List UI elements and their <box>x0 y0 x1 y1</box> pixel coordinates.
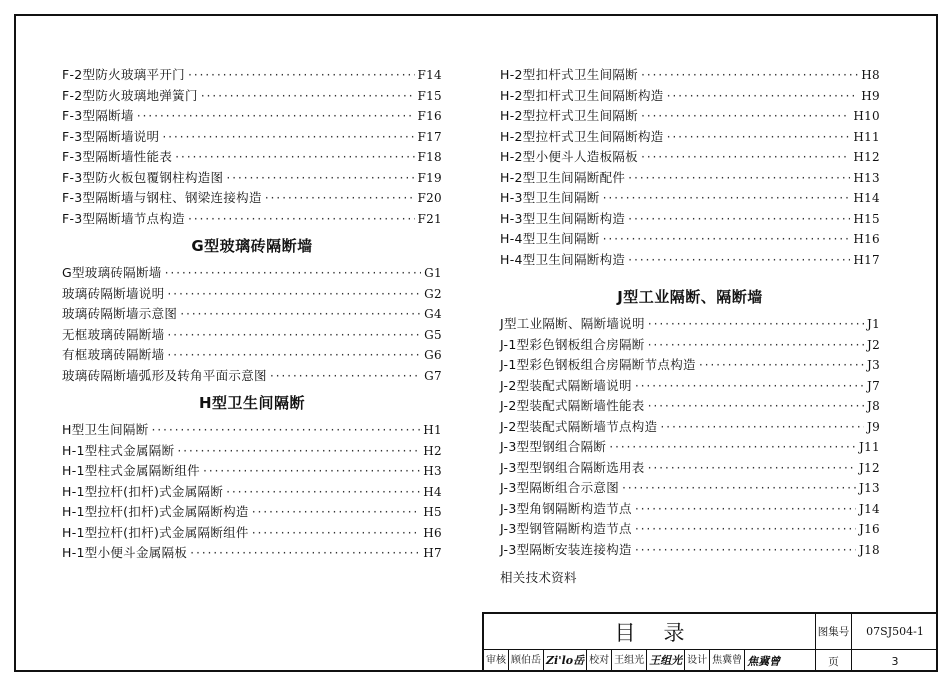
toc-entry <box>62 543 442 564</box>
toc-entry-page: J8 <box>866 399 880 413</box>
toc-entry-title: J-3型型钢组合隔断选用表 <box>500 459 645 475</box>
toc-entry-title: H-2型拉杆式卫生间隔断 <box>500 108 638 123</box>
toc-entry-title: F-2型防火玻璃地弹簧门 <box>62 87 198 103</box>
toc-entry-page: J1 <box>866 317 880 331</box>
toc-entry-title: J-2型装配式隔断墙说明 <box>500 377 632 393</box>
toc-entry <box>500 188 880 209</box>
toc-entry-title: H-3型卫生间隔断构造 <box>500 210 626 226</box>
toc-entry <box>62 345 442 366</box>
review-name: 顾伯岳 <box>509 650 544 672</box>
page-number: 3 <box>891 654 899 668</box>
toc-entry-title: H-4型卫生间隔断构造 <box>500 251 626 267</box>
toc-entry <box>500 396 880 417</box>
toc-entry <box>500 229 880 250</box>
toc-list-j <box>500 314 880 560</box>
atlas-number: 07SJ504-1 <box>852 614 938 650</box>
toc-leader-dots <box>635 542 856 557</box>
toc-entry-title: J-3型隔断安装连接构造 <box>500 541 632 557</box>
toc-entry-page: H8 <box>861 68 880 82</box>
toc-list-h2 <box>500 65 880 270</box>
toc-entry-page: J12 <box>859 460 880 475</box>
toc-entry-title: H-1型柱式金属隔断 <box>62 442 175 458</box>
toc-entry-page: H10 <box>853 109 880 123</box>
toc-leader-dots <box>226 484 420 499</box>
toc-entry <box>500 65 880 86</box>
toc-leader-dots <box>622 480 856 495</box>
toc-entry-title: H-2型拉杆式卫生间隔断构造 <box>500 128 664 144</box>
toc-leader-dots <box>137 108 415 123</box>
related-materials: 相关技术资料 <box>500 570 577 585</box>
toc-leader-dots <box>699 357 864 372</box>
toc-entry <box>62 304 442 325</box>
toc-entry <box>62 441 442 462</box>
toc-entry-title: H-1型小便斗金属隔板 <box>62 545 188 560</box>
toc-entry-page: H14 <box>853 191 880 205</box>
atlas-number-label: 图集号 <box>816 614 852 650</box>
toc-leader-dots <box>165 265 422 280</box>
toc-entry-title: H-1型拉杆(扣杆)式金属隔断 <box>62 483 224 499</box>
toc-entry <box>500 519 880 540</box>
toc-leader-dots <box>603 231 851 246</box>
toc-entry-page: F17 <box>417 129 442 144</box>
toc-leader-dots <box>167 347 421 362</box>
toc-entry-page: G7 <box>424 368 442 383</box>
toc-entry-page: G1 <box>424 266 442 280</box>
toc-leader-dots <box>252 504 421 519</box>
toc-list-h <box>62 420 442 564</box>
title-block <box>482 612 938 672</box>
toc-left-column <box>62 65 442 564</box>
toc-entry <box>62 482 442 503</box>
toc-entry-title: H-1型拉杆(扣杆)式金属隔断组件 <box>62 524 249 540</box>
check-name: 王组光 <box>612 650 647 672</box>
toc-entry <box>62 168 442 189</box>
toc-entry-page: G5 <box>424 327 442 342</box>
toc-entry <box>500 147 880 168</box>
toc-entry-title: H型卫生间隔断 <box>62 422 149 437</box>
toc-leader-dots <box>648 460 856 475</box>
toc-entry-page: H13 <box>853 170 880 185</box>
toc-entry <box>62 420 442 441</box>
toc-entry-page: J3 <box>866 358 880 372</box>
toc-leader-dots <box>226 170 414 185</box>
toc-entry <box>500 209 880 230</box>
toc-entry-page: H3 <box>423 464 442 478</box>
toc-entry <box>500 540 880 561</box>
toc-entry-title: F-3型隔断墙节点构造 <box>62 210 185 226</box>
toc-entry <box>62 106 442 127</box>
toc-entry-page: F21 <box>417 211 442 226</box>
toc-entry-title: H-2型扣杆式卫生间隔断 <box>500 67 638 82</box>
toc-entry <box>62 147 442 168</box>
toc-entry-page: H16 <box>853 232 880 246</box>
toc-entry-title: G型玻璃砖隔断墙 <box>62 265 162 280</box>
toc-leader-dots <box>628 170 850 185</box>
toc-entry-title: 玻璃砖隔断墙弧形及转角平面示意图 <box>62 367 267 383</box>
toc-entry <box>62 188 442 209</box>
toc-leader-dots <box>660 419 864 434</box>
toc-entry <box>62 263 442 284</box>
check-signature: 王组光 <box>647 650 685 672</box>
toc-entry-title: J-3型角钢隔断构造节点 <box>500 500 632 516</box>
toc-entry <box>500 437 880 458</box>
check-label: 校对 <box>587 650 612 672</box>
toc-leader-dots <box>628 252 850 267</box>
toc-entry-page: H11 <box>853 129 880 144</box>
toc-leader-dots <box>270 368 421 383</box>
toc-entry-page: J2 <box>866 337 880 352</box>
toc-entry-title: H-2型扣杆式卫生间隔断构造 <box>500 87 664 103</box>
toc-leader-dots <box>188 211 415 226</box>
toc-list-g <box>62 263 442 386</box>
toc-leader-dots <box>190 545 420 560</box>
toc-entry-title: J-3型隔断组合示意图 <box>500 480 620 495</box>
toc-entry <box>62 523 442 544</box>
toc-entry <box>500 355 880 376</box>
toc-leader-dots <box>628 211 850 226</box>
toc-entry-page: F14 <box>417 68 442 82</box>
toc-entry-title: H-2型卫生间隔断配件 <box>500 169 626 185</box>
toc-entry-page: G4 <box>424 307 442 321</box>
toc-leader-dots <box>175 149 414 164</box>
toc-entry-page: H1 <box>423 423 442 437</box>
toc-leader-dots <box>177 443 420 458</box>
toc-entry <box>500 314 880 335</box>
toc-leader-dots <box>641 149 850 164</box>
toc-entry-page: J14 <box>859 501 880 516</box>
toc-leader-dots <box>641 108 850 123</box>
toc-entry <box>62 209 442 230</box>
toc-entry-title: F-3型隔断墙 <box>62 108 134 123</box>
toc-leader-dots <box>203 463 420 478</box>
toc-entry-title: J型工业隔断、隔断墙说明 <box>500 316 645 331</box>
toc-entry <box>500 376 880 397</box>
signature-row <box>484 650 816 672</box>
toc-right-column <box>500 65 880 586</box>
toc-leader-dots <box>667 88 859 103</box>
toc-leader-dots <box>667 129 851 144</box>
toc-list-f <box>62 65 442 229</box>
toc-entry-title: H-1型拉杆(扣杆)式金属隔断构造 <box>62 504 249 519</box>
toc-leader-dots <box>167 327 421 342</box>
toc-leader-dots <box>162 129 414 144</box>
toc-entry-title: F-3型隔断墙与钢柱、钢梁连接构造 <box>62 190 262 205</box>
page-label: 页 <box>816 650 852 672</box>
toc-entry-page: J18 <box>859 542 880 557</box>
toc-entry <box>62 366 442 387</box>
toc-entry <box>500 335 880 356</box>
toc-entry <box>500 86 880 107</box>
section-heading-h: H型卫生间隔断 <box>198 394 306 412</box>
section-heading-j: J型工业隔断、隔断墙 <box>617 288 763 306</box>
toc-entry-page: F16 <box>417 109 442 123</box>
toc-entry <box>500 106 880 127</box>
toc-leader-dots <box>648 337 864 352</box>
toc-entry-page: J7 <box>866 378 880 393</box>
toc-entry-title: H-2型小便斗人造板隔板 <box>500 149 638 164</box>
toc-entry-page: J16 <box>859 522 880 536</box>
toc-entry-page: H4 <box>423 484 442 499</box>
review-label: 审核 <box>484 650 509 672</box>
toc-leader-dots <box>635 521 856 536</box>
toc-entry-page: G2 <box>424 286 442 301</box>
toc-entry-page: H15 <box>853 211 880 226</box>
toc-leader-dots <box>188 67 415 82</box>
toc-entry <box>500 127 880 148</box>
toc-entry-title: 玻璃砖隔断墙示意图 <box>62 306 178 321</box>
toc-entry-title: J-2型装配式隔断墙节点构造 <box>500 418 658 434</box>
toc-entry-title: 无框玻璃砖隔断墙 <box>62 326 165 342</box>
toc-leader-dots <box>648 398 864 413</box>
toc-leader-dots <box>635 501 856 516</box>
toc-entry-page: H9 <box>861 88 880 103</box>
toc-entry-title: 玻璃砖隔断墙说明 <box>62 285 165 301</box>
toc-entry <box>62 65 442 86</box>
toc-entry-title: F-2型防火玻璃平开门 <box>62 67 185 82</box>
toc-entry-page: F20 <box>417 191 442 205</box>
title-block-title: 目录 <box>484 614 816 650</box>
toc-entry-page: H6 <box>423 525 442 540</box>
toc-entry <box>500 250 880 271</box>
toc-entry-title: H-4型卫生间隔断 <box>500 231 600 246</box>
toc-entry-page: J13 <box>859 481 880 495</box>
toc-entry-title: J-3型钢管隔断构造节点 <box>500 521 632 536</box>
toc-leader-dots <box>603 190 851 205</box>
design-signature: 焦冀曾 <box>747 655 781 668</box>
toc-leader-dots <box>167 286 421 301</box>
toc-entry <box>500 168 880 189</box>
toc-entry <box>62 86 442 107</box>
toc-entry <box>62 461 442 482</box>
toc-leader-dots <box>152 422 421 437</box>
toc-entry-page: H17 <box>853 252 880 267</box>
toc-leader-dots <box>180 306 421 321</box>
toc-entry-page: F15 <box>417 88 442 103</box>
toc-entry-title: H-1型柱式金属隔断组件 <box>62 463 200 478</box>
design-name: 焦冀曾 <box>710 650 745 672</box>
toc-leader-dots <box>648 316 864 331</box>
toc-leader-dots <box>609 439 856 454</box>
toc-entry <box>62 325 442 346</box>
toc-leader-dots <box>635 378 864 393</box>
toc-entry-title: J-2型装配式隔断墙性能表 <box>500 398 645 413</box>
toc-leader-dots <box>265 190 415 205</box>
toc-entry-page: H5 <box>423 505 442 519</box>
toc-entry-title: F-3型防火板包覆钢柱构造图 <box>62 169 224 185</box>
toc-entry <box>62 127 442 148</box>
toc-entry <box>500 478 880 499</box>
toc-entry-page: H2 <box>423 443 442 458</box>
design-label: 设计 <box>685 650 710 672</box>
toc-entry-page: J11 <box>859 440 880 454</box>
toc-entry-page: F18 <box>417 150 442 164</box>
toc-entry-page: J9 <box>866 419 880 434</box>
review-signature: Zi'lo岳 <box>544 650 587 672</box>
section-heading-g: G型玻璃砖隔断墙 <box>191 237 313 255</box>
toc-entry-page: F19 <box>417 170 442 185</box>
toc-leader-dots <box>252 525 421 540</box>
toc-leader-dots <box>641 67 858 82</box>
toc-entry-title: H-3型卫生间隔断 <box>500 190 600 205</box>
toc-entry-title: F-3型隔断墙说明 <box>62 128 160 144</box>
toc-entry <box>500 417 880 438</box>
toc-entry <box>500 499 880 520</box>
toc-entry-title: J-3型型钢组合隔断 <box>500 439 607 454</box>
toc-entry-page: H7 <box>423 546 442 560</box>
toc-entry-page: G6 <box>424 348 442 362</box>
toc-entry-page: H12 <box>853 150 880 164</box>
toc-entry-title: J-1型彩色钢板组合房隔断节点构造 <box>500 357 696 372</box>
toc-entry <box>62 284 442 305</box>
toc-entry-title: 有框玻璃砖隔断墙 <box>62 347 165 362</box>
toc-entry <box>62 502 442 523</box>
toc-entry-title: F-3型隔断墙性能表 <box>62 149 173 164</box>
toc-entry <box>500 458 880 479</box>
toc-leader-dots <box>201 88 415 103</box>
toc-entry-title: J-1型彩色钢板组合房隔断 <box>500 336 645 352</box>
